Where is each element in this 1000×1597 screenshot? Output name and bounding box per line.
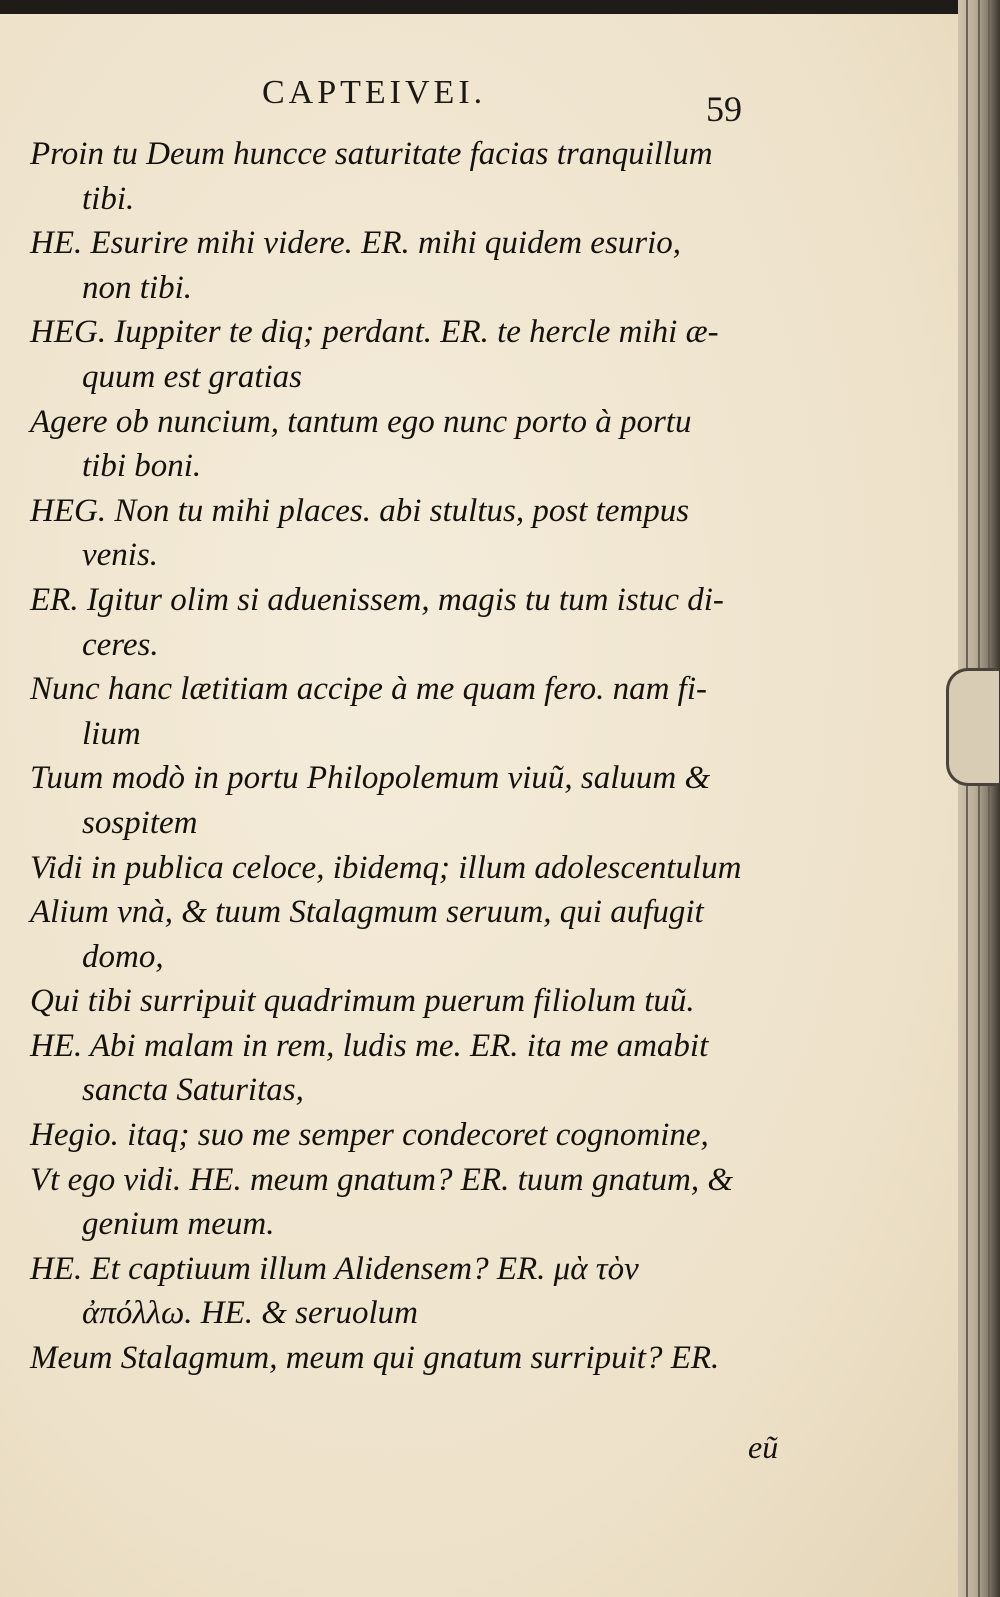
text-line: HEG. Non tu mihi places. abi stultus, post tempus bbox=[30, 492, 690, 529]
page-edge-line bbox=[988, 0, 990, 1597]
book-page bbox=[0, 14, 958, 1597]
text-line: Vt ego vidi. HE. meum gnatum? ER. tuum gnatum, & bbox=[30, 1161, 733, 1198]
text-line: Qui tibi surripuit quadrimum puerum filiolum tuũ. bbox=[30, 983, 695, 1020]
thumb-tab bbox=[946, 668, 999, 786]
text-line: Proin tu Deum huncce saturitate facias tranquillum bbox=[30, 136, 713, 172]
catchword: eũ bbox=[748, 1429, 779, 1465]
text-line: quum est gratias bbox=[82, 358, 303, 395]
verse-text-block bbox=[30, 132, 790, 1381]
text-line: Hegio. itaq; suo me semper condecoret cognomine, bbox=[30, 1117, 709, 1154]
text-line: sospitem bbox=[82, 804, 198, 841]
running-head: CAPTEIVEI. bbox=[262, 74, 487, 111]
text-line: HE. Et captiuum illum Alidensem? ER. μὰ τὸν bbox=[30, 1250, 639, 1287]
page-number: 59 bbox=[706, 89, 742, 129]
text-line: Agere ob nuncium, tantum ego nunc porto à portu bbox=[30, 403, 692, 440]
page-edge-line bbox=[978, 0, 980, 1597]
text-line: Meum Stalagmum, meum qui gnatum surripuit? ER. bbox=[30, 1340, 720, 1377]
page-edge bbox=[958, 0, 1000, 1597]
text-line: tibi. bbox=[82, 180, 135, 217]
text-line: Nunc hanc lætitiam accipe à me quam fero. nam fi- bbox=[30, 671, 707, 708]
text-line: HE. Abi malam in rem, ludis me. ER. ita me amabit bbox=[30, 1027, 709, 1064]
text-line: Alium vnà, & tuum Stalagmum seruum, qui aufugit bbox=[30, 894, 704, 931]
text-line: HEG. Iuppiter te diq; perdant. ER. te hercle mihi æ- bbox=[30, 314, 719, 351]
text-line: venis. bbox=[82, 537, 159, 574]
text-line: genium meum. bbox=[82, 1206, 275, 1243]
text-line: sancta Saturitas, bbox=[82, 1072, 304, 1109]
text-line: non tibi. bbox=[82, 269, 193, 306]
page-edge-line bbox=[966, 0, 968, 1597]
text-line: Vidi in publica celoce, ibidemq; illum adolescentulum bbox=[30, 849, 742, 886]
text-line: ER. Igitur olim si aduenissem, magis tu tum istuc di- bbox=[30, 581, 724, 618]
text-line: ἀπόλλω. HE. & seruolum bbox=[82, 1295, 418, 1332]
text-line: tibi boni. bbox=[82, 448, 202, 485]
text-line: domo, bbox=[82, 938, 164, 975]
text-line: HE. Esurire mihi videre. ER. mihi quidem esurio, bbox=[30, 225, 682, 262]
text-line: lium bbox=[82, 715, 141, 752]
text-line: Tuum modò in portu Philopolemum viuũ, saluum & bbox=[30, 760, 711, 797]
text-line: ceres. bbox=[82, 626, 159, 663]
